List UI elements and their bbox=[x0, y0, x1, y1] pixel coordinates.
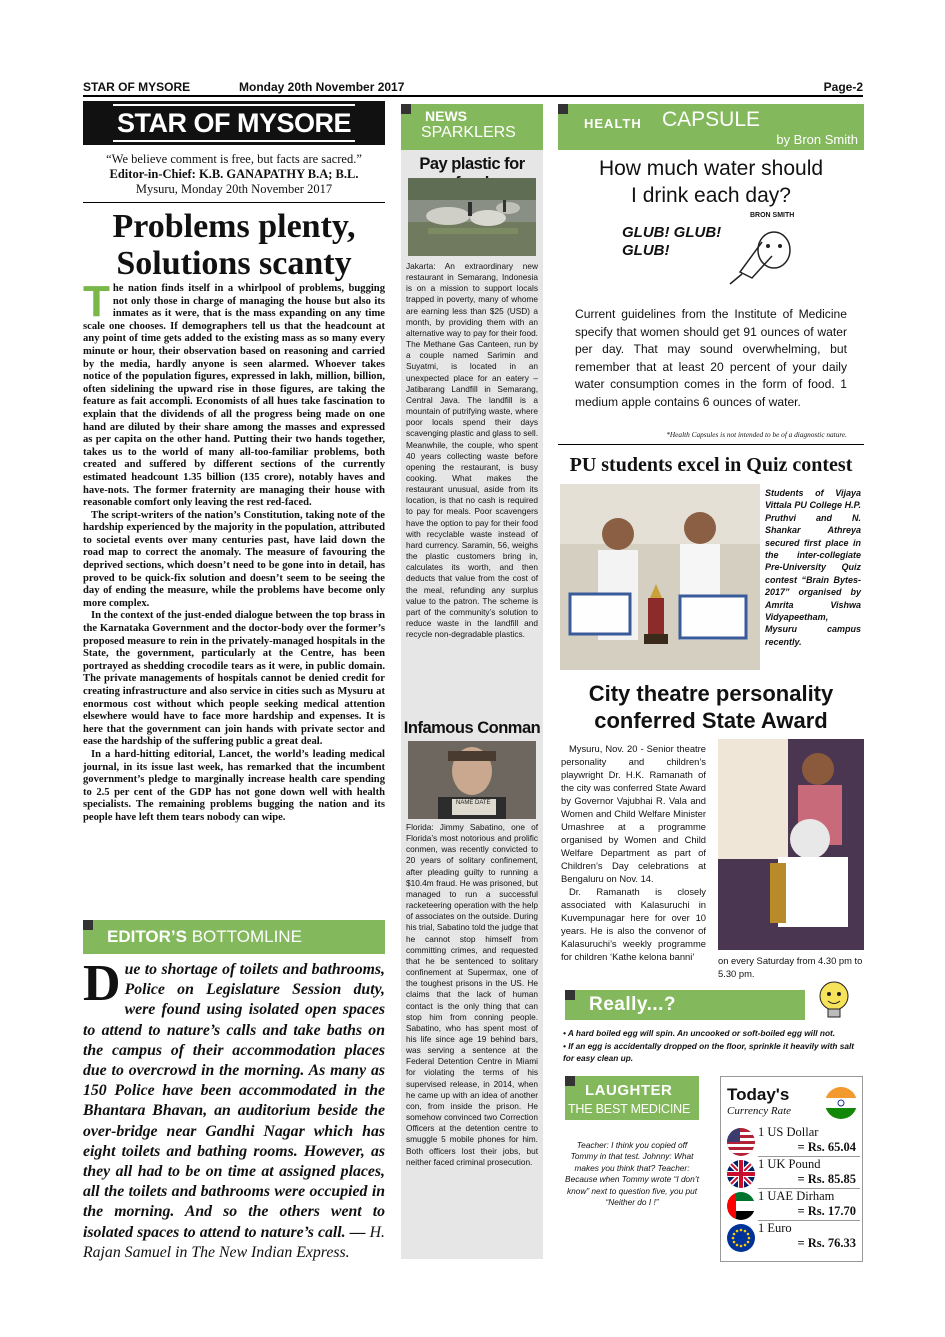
health-label-b: CAPSULE bbox=[662, 108, 761, 131]
really-fact-2: • If an egg is accidentally dropped on the floor, sprinkle it heavily with salt for easy clean up. bbox=[563, 1040, 855, 1064]
editorial-headline-line-2: Solutions scanty bbox=[116, 245, 352, 282]
uae-flag-icon bbox=[727, 1192, 755, 1220]
laughter-joke: Teacher: I think you copied off Tommy in that test. Johnny: What makes you think that? Teacher: Because when Tommy wrote “I don’t know” next to question five, you put “Neither do I !” bbox=[565, 1140, 699, 1208]
editor-line: Editor-in-Chief: K.B. GANAPATHY B.A; B.L. bbox=[109, 167, 359, 181]
india-flag-icon bbox=[825, 1087, 857, 1119]
theatre-headline-line-1: City theatre personality bbox=[588, 681, 834, 706]
theatre-text bbox=[561, 742, 706, 963]
health-headline-line-2: I drink each day? bbox=[631, 184, 791, 207]
currency-name: 1 UAE Dirham bbox=[758, 1189, 835, 1203]
cartoon-glub-text: GLUB! GLUB! GLUB! bbox=[622, 224, 722, 259]
lightbulb-graphic bbox=[812, 976, 856, 1024]
us-flag-icon bbox=[727, 1128, 755, 1156]
banner-corner-icon bbox=[565, 990, 575, 1000]
currency-row-usd bbox=[725, 1125, 860, 1155]
editorial-paragraph-1-text: he nation finds itself in a whirlpool of problems, bugging not only those in charge of managing the house but also its inmates as it were, that is the mass expanding on any time scale one chooses. If demographers tell us that the headcount at any point of time gets added to the existing mass as so many every minute or hour, their observation based on reasoning and carried by the media, hardly anyone is seen alarmed. Whoever takes notice of the population figures, expressed in lakh, million, billion, often sidelining the upward rise in those figures, are taking the feature as fait accompli. Economists of all hues take fascination to explain that the dividends of all the progress being made on one hand are diluted by their share among the masses and expressed as per capita on the other hand. Putting their two hands together, takes us to the world of many all-too-familiar problems, both created and suffered by different sections of the currently estimated headcount 1.35 billion (135 crore), notably haves and have-nots. The former fraternity are managing their house with reasonable comfort only leaving the rest red-faced. bbox=[83, 283, 385, 509]
story-1-title: Pay plastic for bbox=[419, 155, 525, 173]
health-byline: by Bron Smith bbox=[776, 132, 858, 147]
banner-corner-icon bbox=[401, 104, 411, 114]
landfill-photo bbox=[408, 178, 536, 256]
currency-value: = Rs. 65.04 bbox=[797, 1140, 856, 1154]
banner-corner-icon bbox=[83, 920, 93, 930]
story-2-title: Infamous Conman bbox=[403, 719, 541, 737]
currency-name: 1 US Dollar bbox=[758, 1125, 819, 1139]
currency-value: = Rs. 76.33 bbox=[797, 1236, 856, 1250]
bottomline-label-b: BOTTOMLINE bbox=[191, 927, 302, 946]
banner-corner-icon bbox=[565, 1076, 575, 1086]
banner-corner-icon bbox=[558, 104, 568, 114]
theatre-paragraph-1: Mysuru, Nov. 20 - Senior theatre personality and children’s playwright Dr. H.K. Ramanath of the city was conferred State Award by Governor Vajubhai R. Vala and Women and Child Welfare Minister Umashree at a programme organised by Women and Child Welfare Department as part of Children’s Day celebrations at Bengaluru on Nov. 14. bbox=[561, 743, 706, 884]
theatre-text-tail: on every Saturday from 4.30 pm to 5.30 pm. bbox=[718, 955, 863, 979]
news-sparklers-banner bbox=[401, 104, 543, 150]
story-2-text: Florida: Jimmy Sabatino, one of Florida’s most notorious and prolific conmen, was recently convicted to 20 years of solitary confinement, after pleading guilty to running a $10.4m fraud. He was prisoned, but managed to run a successful racketeering operation with the help of associates on the outside. During his trial, Sabatino told the judge that he cannot stop himself from committing crimes, and requested that he be sentenced to solitary confinement at Supermax, one of the toughest prisons in the US. He claims that the lack of human contact is the only thing that can stop him from conning people. Sabatino, who has spent most of his life since age 19 behind bars, was serving a sentence at the Federal Detention Centre in Miami for violating the terms of his supervised release, in 2014, when he came up with an idea of another con, from inside the prison. He somehow convinced two Correction Officers at the detention centre to smuggle 5 mobile phones for him. Both officers lost their jobs, but neither faced criminal prosecution. bbox=[406, 822, 538, 1167]
award-ceremony-image bbox=[718, 739, 864, 950]
news-label-b: SPARKLERS bbox=[421, 124, 516, 141]
motto: “We believe comment is free, but facts are sacred.” bbox=[106, 152, 362, 166]
drop-cap: T bbox=[83, 277, 110, 326]
editorial-body bbox=[83, 277, 385, 825]
editorial-paragraph-1 bbox=[83, 277, 385, 510]
health-rule bbox=[558, 444, 864, 445]
bottomline-label-a: EDITOR’S bbox=[107, 927, 187, 946]
currency-row-aed bbox=[725, 1189, 860, 1219]
really-label: Really...? bbox=[589, 994, 677, 1015]
currency-name: 1 UK Pound bbox=[758, 1157, 821, 1171]
eu-flag-icon bbox=[727, 1224, 755, 1252]
bottomline-signature: H. Rajan Samuel in The New Indian Express. bbox=[83, 1223, 385, 1261]
theatre-paragraph-2: Dr. Ramanath is closely associated with Kalasuruchi in Kuvempunagar here for over 10 years. He is also the convenor of Kalasuruchi’s weekly programme for children ‘Kathe kelona banni’ bbox=[561, 886, 706, 962]
masthead-title: STAR OF MYSORE bbox=[113, 104, 355, 142]
header-page-number: Page-2 bbox=[823, 80, 863, 94]
really-fact-1: • A hard boiled egg will spin. An uncooked or soft-boiled egg will not. bbox=[563, 1028, 836, 1038]
laughter-label-a: LAUGHTER bbox=[585, 1082, 673, 1099]
page-header bbox=[83, 78, 863, 96]
laughter-label-b: THE BEST MEDICINE bbox=[568, 1102, 691, 1116]
health-text: Current guidelines from the Institute of Medicine specify that women should get 91 ounces of water per day. That may sound overwhelming, but remember that at least 20 percent of your daily water consumption comes in the form of food. 1 medium apple contains 6 ounces of water. bbox=[575, 307, 847, 409]
health-headline-line-1: How much water should bbox=[598, 157, 824, 180]
bottomline-text bbox=[83, 955, 385, 1263]
laughter-banner bbox=[565, 1076, 699, 1120]
news-label-a: NEWS bbox=[425, 108, 467, 124]
masthead-info bbox=[83, 152, 385, 197]
quiz-headline: PU students excel in Quiz contest bbox=[569, 454, 853, 476]
masthead-rule bbox=[83, 202, 385, 203]
masthead bbox=[83, 101, 385, 145]
award-photo bbox=[718, 739, 864, 950]
currency-row-gbp bbox=[725, 1157, 860, 1187]
quiz-students-image bbox=[560, 484, 760, 670]
cartoon-bubble: BRON SMITH bbox=[750, 212, 795, 219]
bottomline-body: ue to shortage of toilets and bathrooms, Police on Legislature Session duty, were found using isolated open spaces to attend to nature’s calls and take baths on the campus of their accommodation places due to overcrowd in the morning. As many as 150 Police have been accommodated in the Bhantara Bhavan, an auditorium beside the over-bridge near Gandhi Nagar which has eight toilets and bathing rooms. However, as they all had to be on time at assigned places, all the toilets and bathrooms were occupied in the morning. And so the others went to isolated spaces to attend to nature’s call. — bbox=[83, 961, 385, 1241]
lightbulb-icon bbox=[812, 976, 856, 1024]
mugshot-image bbox=[408, 741, 536, 819]
currency-name: 1 Euro bbox=[758, 1221, 792, 1235]
landfill-photo-image bbox=[408, 178, 536, 256]
health-disclaimer: *Health Capsules is not intended to be of a diagnostic nature. bbox=[666, 430, 847, 439]
bottomline-drop-cap: D bbox=[83, 955, 121, 1012]
glub-cartoon bbox=[622, 212, 802, 294]
theatre-headline bbox=[558, 680, 864, 734]
mugshot-photo bbox=[408, 741, 536, 819]
editorial-headline-line-1: Problems plenty, bbox=[112, 208, 356, 245]
currency-box bbox=[720, 1076, 863, 1262]
story-1-text: Jakarta: An extraordinary new restaurant in Semarang, Indonesia is on a mission to support locals trapped in poverty, many of whome are earning less than $25 (USD) a month, by providing them with an alternative way to pay for their food. The Methane Gas Canteen, run by a couple named Sarimin and Suyatmi, is located in an unexpected place for an eatery – Jatibarang Landfill in Semarang, Central Java. The landfill is a mountain of putrifying waste, where poor locals spend their days scavenging plastic and glass to sell. Meanwhile, the couple, who spent 40 years collecting waste before opening the restaurant, is busy cooking. What makes the restaurant unusual, aside from its location, is that no cash is required to pay for meals. Poor scavengers have the option to pay for their food with recyclable waste instead of hard currency. Saramin, 56, weighs the plastic customers bring in, calculates its worth, and then deducts that value from the cost of the meal, refunding any surplus value to the patron. The scheme is part of the community’s solution to reduce waste in the landfill and recycle non-degradable plastics. bbox=[406, 261, 538, 640]
editorial-paragraph-2: The script-writers of the nation’s Constitution, taking note of the hardship experienced by the majority in the population, attributed to societal events over many centuries past, have laid down the road map to correct the anomaly. The measure of favouring the deprived sections, which doesn’t need to be gone into in detail, has proved to be quick-fix solution and doesn’t seem to be seeing the day of ending the measure, while the problems have become only more complex. bbox=[83, 509, 385, 609]
currency-value: = Rs. 85.85 bbox=[797, 1172, 856, 1186]
editors-bottomline-banner bbox=[83, 920, 385, 954]
header-date: Monday 20th November 2017 bbox=[239, 80, 405, 94]
theatre-headline-line-2: conferred State Award bbox=[594, 708, 828, 733]
mugshot-placard: NAME DATE bbox=[456, 800, 491, 806]
really-banner bbox=[565, 990, 805, 1020]
health-capsule-banner bbox=[558, 104, 864, 150]
health-headline bbox=[558, 155, 864, 209]
editorial-headline bbox=[83, 208, 385, 282]
currency-title: Today's bbox=[727, 1085, 790, 1104]
currency-value: = Rs. 17.70 bbox=[797, 1204, 856, 1218]
really-facts bbox=[563, 1027, 863, 1065]
quiz-caption: Students of Vijaya Vittala PU College H.P. Pruthvi and N. Shankar Athreya secured first place in the inter-collegiate Pre-University Quiz contest “Brain Bytes-2017” organised by Amrita Vishwa Vidyapeetham, Mysuru campus recently. bbox=[765, 488, 861, 647]
editorial-paragraph-4: In a hard-hitting editorial, Lancet, the world’s leading medical journal, in its issue last week, has remarked that the incumbent government’s pledge to marginally increase health care spending to 2.5 per cent of the GDP has not gone down well with health specialists. The remaining problems bugging the nation and its people have left them tears nobody can wipe. bbox=[83, 748, 385, 823]
health-label-a: HEALTH bbox=[584, 116, 642, 131]
bottomline-label bbox=[107, 927, 302, 947]
header-rule bbox=[83, 95, 863, 97]
editorial-paragraph-3: In the context of the just-ended dialogue between the top brass in the Karnataka Government and the doctor-body over the former’s proposed measure to rein in the privately-managed hospitals in the State, the government, particularly at the Centre, has been portrayed as shedding crocodile tears as it were, in public domain. The private managements of hospitals cannot be denied credit for creating infrastructure and also service in cities such as Mysuru at enormous cost without which people seeking medical attention elsewhere would have to face more hardship and expenses. It is here that the government can join hands with private sector and ease the hardship of the suffering public a great deal. bbox=[83, 610, 385, 748]
header-paper-name: STAR OF MYSORE bbox=[83, 80, 191, 94]
currency-row-eur bbox=[725, 1221, 860, 1251]
currency-subtitle: Currency Rate bbox=[727, 1105, 792, 1117]
uk-flag-icon bbox=[727, 1160, 755, 1188]
dateline: Mysuru, Monday 20th November 2017 bbox=[135, 182, 333, 196]
india-flag-graphic bbox=[825, 1087, 857, 1119]
quiz-photo bbox=[560, 484, 760, 670]
